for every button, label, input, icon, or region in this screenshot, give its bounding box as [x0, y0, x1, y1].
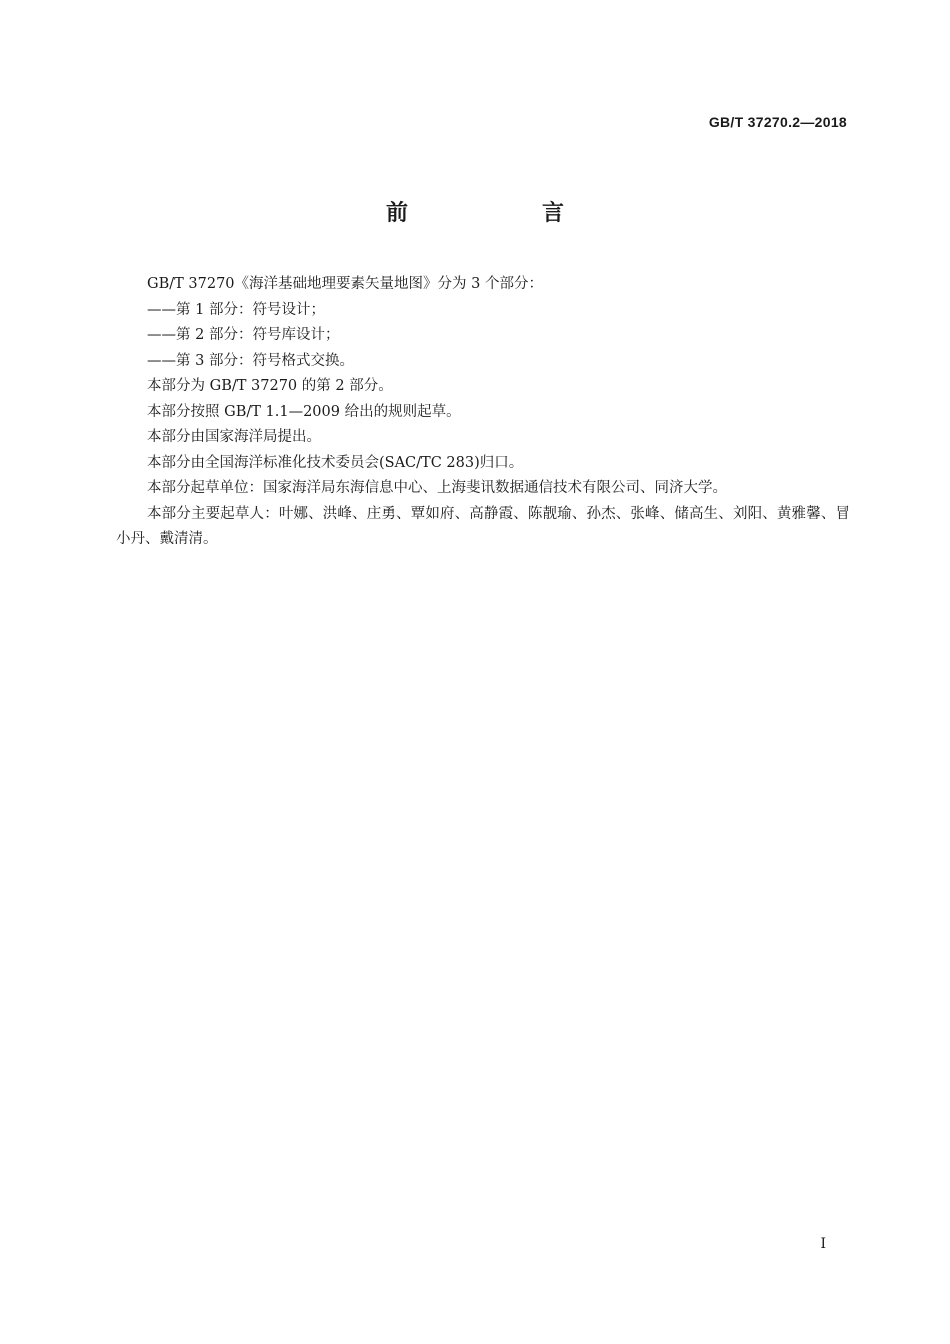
page-title: 前 言 — [385, 201, 620, 226]
paragraph: 本部分主要起草人：叶娜、洪峰、庄勇、覃如府、高静霞、陈靓瑜、孙杰、张峰、储高生、刘阳、黄雅馨、冒小丹、戴清清。 — [116, 505, 850, 547]
standard-code: GB/T 37270.2—2018 — [708, 114, 847, 130]
paragraph: 本部分为 GB/T 37270 的第 2 部分。 — [147, 378, 393, 394]
paragraph: 本部分起草单位：国家海洋局东海信息中心、上海斐讯数据通信技术有限公司、同济大学。 — [147, 480, 727, 496]
paragraph: 本部分由国家海洋局提出。 — [147, 429, 321, 445]
part-list-item: ——第 2 部分：符号库设计； — [147, 327, 340, 343]
part-list-item: ——第 3 部分：符号格式交换。 — [147, 352, 354, 369]
paragraph: 本部分由全国海洋标准化技术委员会(SAC/TC 283)归口。 — [147, 454, 524, 471]
intro-paragraph: GB/T 37270《海洋基础地理要素矢量地图》分为 3 个部分： — [147, 276, 543, 292]
foreword-body — [116, 272, 850, 553]
part-list-item: ——第 1 部分：符号设计； — [147, 301, 325, 318]
page-number: I — [820, 1236, 826, 1252]
paragraph: 本部分按照 GB/T 1.1—2009 给出的规则起草。 — [147, 403, 461, 420]
